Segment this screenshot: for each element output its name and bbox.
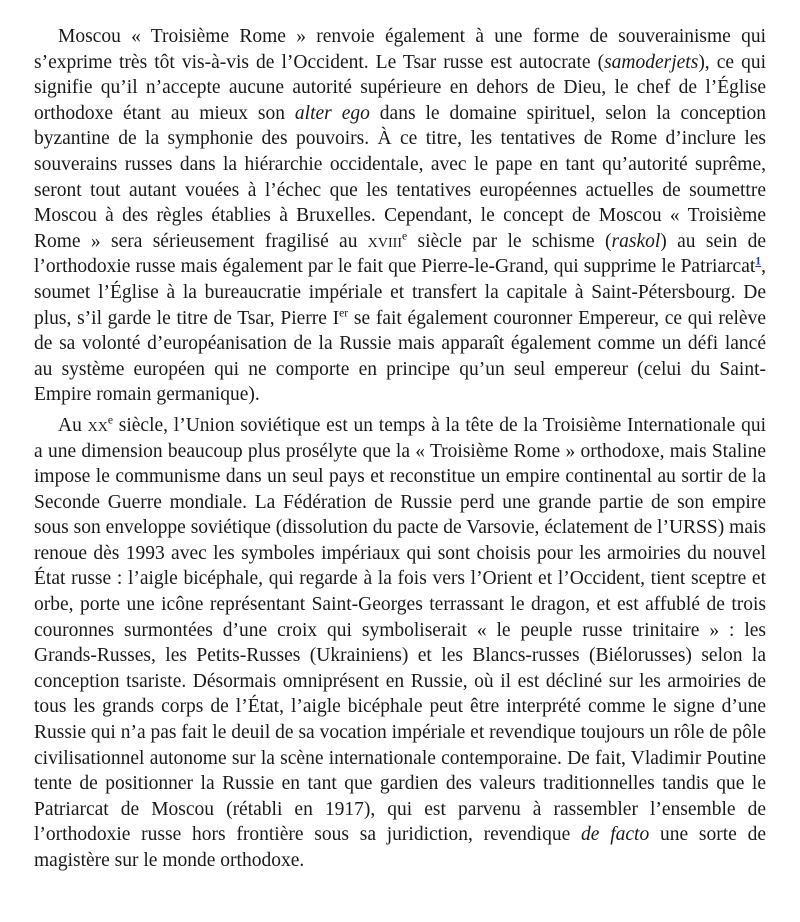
text-segment: siècle par le schisme ( [407, 230, 612, 252]
text-segment: ) au sein de l’orthodoxie russe mais également par le fait que Pierre-le-Grand, qui supprime le Patriarcat [34, 230, 767, 278]
paragraph-troisieme-rome [34, 24, 766, 408]
text-segment: dans le domaine spirituel, selon la conception byzantine de la symphonie des pouvoirs. À ce titre, les tentatives de Rome d’inclure les souverains russes dans la hiérarchie occidentale, avec le pape en tant qu’autorité suprême, seront tout autant vouées à l’échec que les tentatives européennes actuelles de soumettre Moscou à des règles établies à Bruxelles. Cependant, le concept de Moscou « Troisième Rome » sera sérieusement fragilisé au [34, 102, 767, 252]
text-segment: Au [58, 414, 88, 436]
italic-term-raskol: raskol [611, 230, 661, 252]
ordinal-superscript: e [402, 229, 408, 243]
century-numeral: xx [87, 414, 108, 436]
italic-term-alter-ego: alter ego [294, 102, 370, 124]
century-numeral: xviii [367, 230, 403, 252]
text-segment: se fait également couronner Empereur, ce qui relève de sa volonté d’européanisation de la Russie mais apparaît également comme un défi lancé au système européen qui ne comporte en principe qu’un seul empereur (celui du Saint-Empire romain germanique). [34, 307, 766, 406]
ordinal-superscript: er [339, 305, 349, 319]
ordinal-superscript: e [107, 413, 114, 427]
paragraph-union-sovietique [34, 413, 766, 874]
text-segment: , soumet l’Église à la bureaucratie impériale et transfert la capitale à Saint-Pétersbourg. De plus, s’il garde le titre de Tsar, Pierre I [34, 256, 766, 329]
italic-term-de-facto: de facto [581, 824, 650, 846]
text-segment: siècle, l’Union soviétique est un temps à la tête de la Troisième Internationale qui a une dimension beaucoup plus prosélyte que la « Troisième Rome » orthodoxe, mais Staline impose le communisme dans un seul pays et reconstitue un empire continental au sortir de la Seconde Guerre mondiale. La Fédération de Russie perd une grande partie de son empire sous son enveloppe soviétique (dissolution du pacte de Varsovie, éclatement de l’URSS) mais renoue dès 1993 avec les symboles impériaux qui sont choisis pour les armoiries du nouvel État russe : l’aigle bicéphale, qui regarde à la fois vers l’Orient et l’Occident, tient sceptre et orbe, porte une icône représentant Saint-Georges terrassant le dragon, et est affublé de trois couronnes surmontées d’une croix qui symboliserait « le peuple russe trinitaire » : les Grands-Russes, les Petits-Russes (Ukrainiens) et les Blancs-russes (Biélorusses) selon la conception tsariste. Désormais omniprésent en Russie, où il est décliné sur les armoiries de tous les grands corps de l’État, l’aigle bicéphale peut être interprété comme le signe d’une Russie qui n’a pas fait le deuil de sa vocation impériale et revendique toujours un rôle de pôle civilisationnel autonome sur la scène internationale contemporaine. De fait, Vladimir Poutine tente de positionner la Russie en tant que gardien des valeurs traditionnelles tandis que le Patriarcat de Moscou (rétabli en 1917), qui est parvenu à rassembler l’ensemble de l’orthodoxie russe hors frontière sous sa juridiction, revendique [34, 414, 766, 846]
footnote-link-1[interactable]: 1 [755, 254, 762, 268]
text-segment: ), ce qui signifie qu’il n’accepte aucune autorité supérieure en dehors de Dieu, le chef de l’Église orthodoxe étant au mieux son [34, 51, 766, 124]
italic-term-samoderjets: samoderjets [604, 51, 699, 73]
text-segment: une sorte de magistère sur le monde orthodoxe. [34, 824, 766, 871]
text-segment: Moscou « Troisième Rome » renvoie également à une forme de souverainisme qui s’exprime très tôt vis-à-vis de l’Occident. Le Tsar russe est autocrate ( [34, 26, 766, 73]
